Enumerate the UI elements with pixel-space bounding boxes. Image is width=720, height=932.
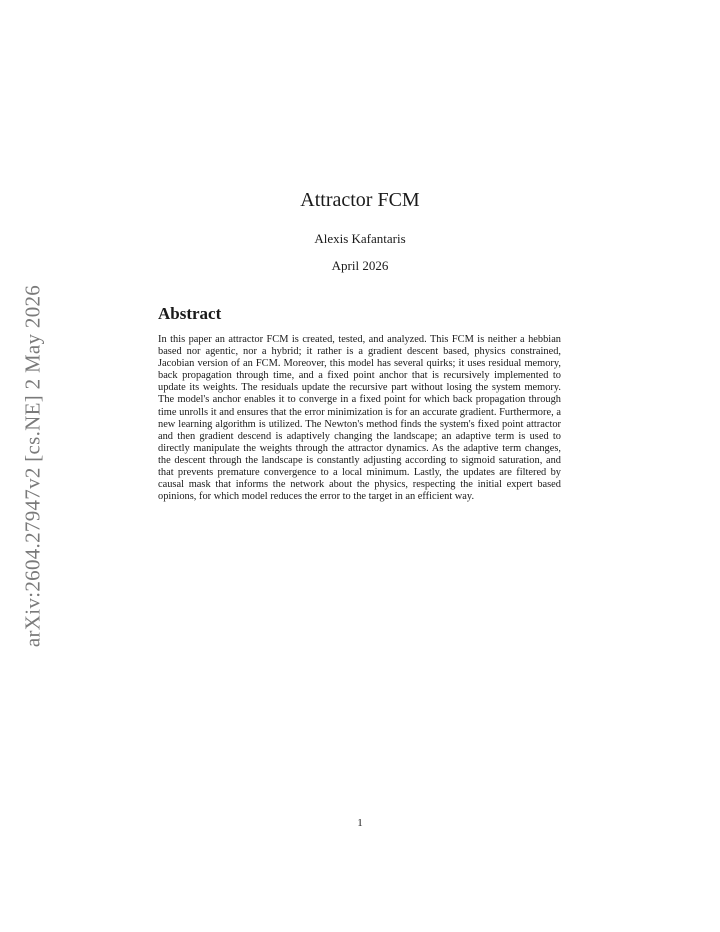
paper-author: Alexis Kafantaris: [314, 231, 406, 246]
paper-title: Attractor FCM: [300, 189, 420, 211]
arxiv-identifier: arXiv:2604.27947v2 [cs.NE] 2 May 2026: [20, 284, 45, 648]
paper-date: April 2026: [331, 258, 389, 273]
abstract-heading: Abstract: [158, 304, 222, 323]
abstract-text: In this paper an attractor FCM is created, tested, and analyzed. This FCM is neither a hebbian based nor agentic, nor a hybrid; it rather is a gradient descent based, physics constrained, Jacobian version of an FCM. Moreover, this model has several quirks; it uses residual memory, back propagation through time, and a fixed point anchor that is recursively implemented to update its weights. The residuals update the recursive part without losing the system memory. The model's anchor enables it to converge in a fixed point for which back propagation through time unrolls it and ensures that the error minimization is for an accurate gradient. Furthermore, a new learning algorithm is utilized. The Newton's method finds the system's fixed point attractor and then gradient descend is adaptively changing the landscape; an adaptive term is used to directly manipulate the weights through the attractor dynamics. As the adaptive term changes, the descent through the landscape is constantly adjusting according to sigmoid saturation, and that prevents premature convergence to a local minimum. Lastly, the updates are filtered by causal mask that informs the network about the physics, respecting the initial expert based opinions, for which model reduces the error to the target in an efficient way.: [158, 334, 561, 503]
page-number: 1: [357, 817, 363, 829]
